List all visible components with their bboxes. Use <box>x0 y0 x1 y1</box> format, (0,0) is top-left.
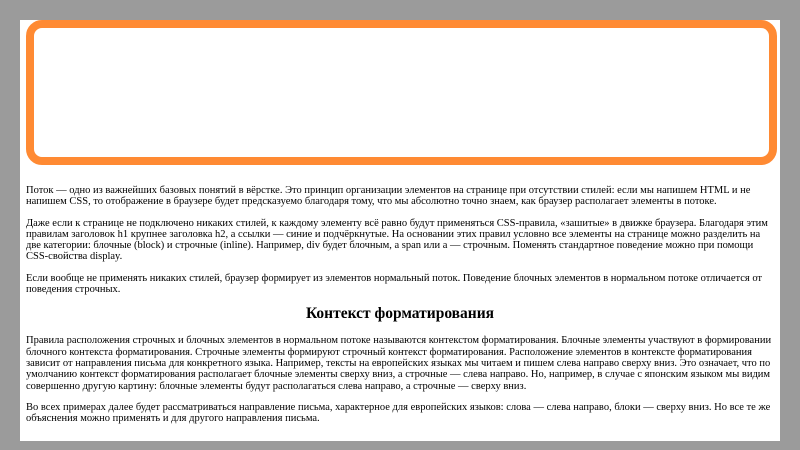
paragraph: Поток — одно из важнейших базовых понятий в вёрстке. Это принцип организации элементов на странице при отсутствии стилей: если мы напишем HTML и не напишем CSS, то отображение в браузере будет предсказуемо благодаря тому, что мы абсолютно точно знаем, как браузер располагает элементы в потоке. <box>26 185 751 208</box>
orange-bordered-block <box>26 20 777 165</box>
article-content <box>26 185 774 434</box>
paragraph: Правила расположения строчных и блочных элементов в нормальном потоке называются контекстом форматирования. Блочные элементы участвуют в формировании блочного контекста форматирования. Строчные элементы формируют строчный контекст форматирования. Расположение элементов в контексте форматирования зависит от направления письма для конкретного языка. Например, тексты на европейских языках мы читаем и пишем слева направо сверху вниз. Это означает, что по умолчанию контекст форматирования располагает блочные элементы сверху вниз, а строчные — слева направо. Но, например, в случае с японским языком мы видим совершенно другую картину: блочные элементы будут располагаться слева направо, а строчные — сверху вниз. <box>26 335 772 392</box>
page-canvas <box>20 20 780 441</box>
paragraph: Даже если к странице не подключено никаких стилей, к каждому элементу всё равно будут применяться CSS-правила, «зашитые» в движке браузера. Благодаря этим правилам заголовок h1 крупнее заголовка h2, а ссылки — синие и подчёркнутые. На основании этих правил условно все элементы на странице можно разделить на две категории: блочные (block) и строчные (inline). Например, div будет блочным, а span или a — строчным. Поменять стандартное поведение можно при помощи CSS-свойства display. <box>26 217 768 263</box>
paragraph: Во всех примерах далее будет рассматриваться направление письма, характерное для европейских языков: слова — слева направо, блоки — сверху вниз. Но все те же объяснения можно применять и для другого направления письма. <box>26 401 771 425</box>
section-heading: Контекст форматирования <box>305 305 495 323</box>
paragraph: Если вообще не применять никаких стилей, браузер формирует из элементов нормальный поток. Поведение блочных элементов в нормальном потоке отличается от поведения строчных. <box>26 272 763 296</box>
